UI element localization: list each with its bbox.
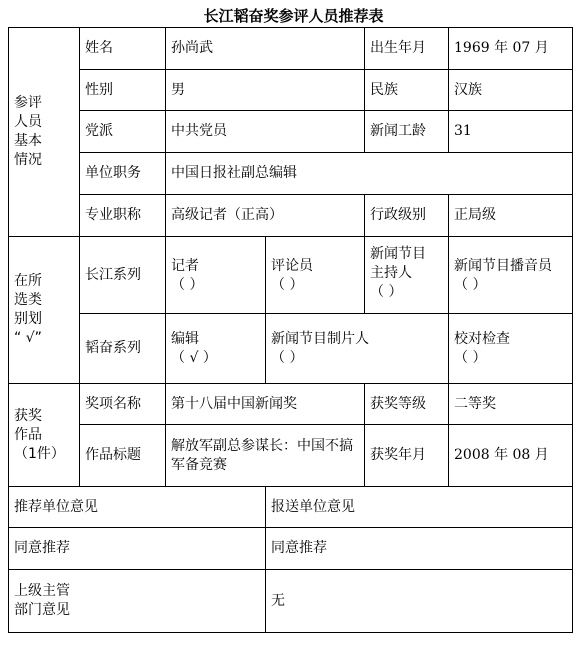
- position-label: 单位职务: [79, 152, 166, 195]
- changjiang-series-label: 长江系列: [79, 236, 166, 314]
- option-commentator: 评论员 （ ）: [265, 236, 365, 314]
- work-title-label: 作品标题: [79, 424, 166, 487]
- position-value: 中国日报社副总编辑: [165, 152, 573, 195]
- admin-level-value: 正局级: [448, 194, 573, 237]
- award-name-label: 奖项名称: [79, 383, 166, 425]
- superior-dept-label: 上级主管 部门意见: [8, 569, 266, 633]
- gender-value: 男: [165, 69, 365, 111]
- name-value: 孙尚武: [165, 27, 365, 70]
- recommend-unit-opinion: 同意推荐: [8, 527, 266, 570]
- taofen-series-label: 韬奋系列: [79, 313, 166, 384]
- ethnicity-value: 汉族: [448, 69, 573, 111]
- award-grade-label: 获奖等级: [364, 383, 449, 425]
- gender-label: 性别: [79, 69, 166, 111]
- section-category: 在所 选类 别划 “ √”: [8, 236, 80, 384]
- submit-unit-opinion: 同意推荐: [265, 527, 573, 570]
- admin-level-label: 行政级别: [364, 194, 449, 237]
- section-basic-info: 参评 人员 基本 情况: [8, 27, 80, 237]
- name-label: 姓名: [79, 27, 166, 70]
- option-reporter: 记者 （ ）: [165, 236, 266, 314]
- award-year-value: 2008 年 08 月: [448, 424, 573, 487]
- option-host: 新闻节目 主持人 （ ）: [364, 236, 449, 314]
- party-label: 党派: [79, 110, 166, 153]
- option-editor: 编辑 （ √ ）: [165, 313, 266, 384]
- seniority-label: 新闻工龄: [364, 110, 449, 153]
- form-title: 长江韬奋奖参评人员推荐表: [203, 7, 384, 25]
- superior-dept-opinion: 无: [265, 569, 573, 633]
- birth-value: 1969 年 07 月: [448, 27, 573, 70]
- recommend-unit-label: 推荐单位意见: [8, 486, 266, 528]
- prof-title-value: 高级记者（正高）: [165, 194, 365, 237]
- submit-unit-label: 报送单位意见: [265, 486, 573, 528]
- section-award-work: 获奖 作品 （1件）: [8, 383, 80, 487]
- option-producer: 新闻节目制片人 （ ）: [265, 313, 449, 384]
- work-title-value: 解放军副总参谋长：中国不搞军备竞赛: [165, 424, 365, 487]
- seniority-value: 31: [448, 110, 573, 153]
- option-proofreader: 校对检查 （ ）: [448, 313, 573, 384]
- ethnicity-label: 民族: [364, 69, 449, 111]
- award-year-label: 获奖年月: [364, 424, 449, 487]
- party-value: 中共党员: [165, 110, 365, 153]
- option-announcer: 新闻节目播音员 （ ）: [448, 236, 573, 314]
- award-name-value: 第十八届中国新闻奖: [165, 383, 365, 425]
- award-grade-value: 二等奖: [448, 383, 573, 425]
- birth-label: 出生年月: [364, 27, 449, 70]
- prof-title-label: 专业职称: [79, 194, 166, 237]
